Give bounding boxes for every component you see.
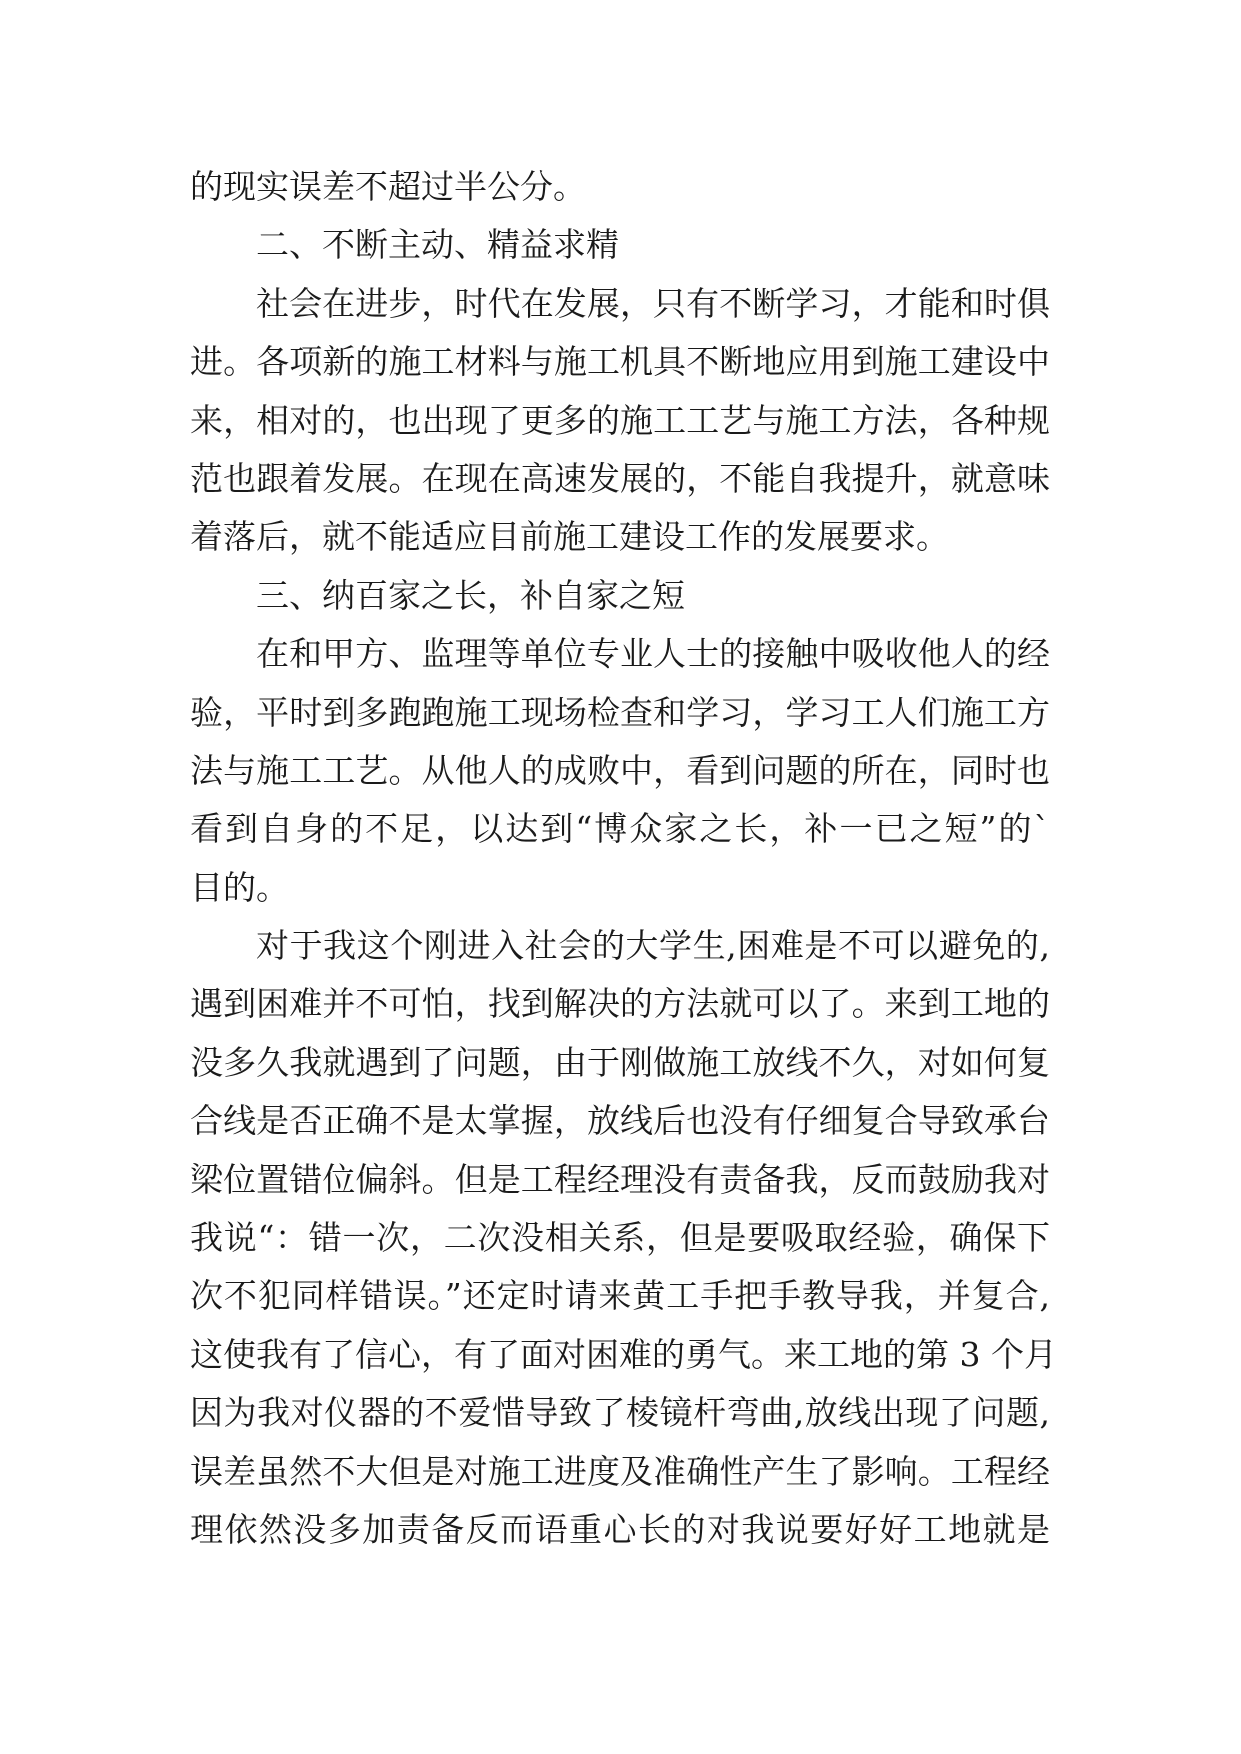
text-line: 看到自身的不足，以达到“博众家之长，补一已之短”的`	[190, 809, 1050, 849]
text-line: 对于我这个刚进入社会的大学生,困难是不可以避免的,	[256, 926, 1050, 966]
text-line: 因为我对仪器的不爱惜导致了棱镜杆弯曲,放线出现了问题,	[190, 1393, 1050, 1433]
text-line: 三、纳百家之长，补自家之短	[256, 575, 685, 615]
text-line: 次不犯同样错误。”还定时请来黄工手把手教导我，并复合,	[190, 1276, 1050, 1316]
text-line: 没多久我就遇到了问题，由于刚做施工放线不久，对如何复	[190, 1042, 1050, 1082]
text-line: 合线是否正确不是太掌握，放线后也没有仔细复合导致承台	[190, 1101, 1050, 1141]
text-line: 梁位置错位偏斜。但是工程经理没有责备我，反而鼓励我对	[190, 1159, 1050, 1199]
text-line: 范也跟着发展。在现在高速发展的，不能自我提升，就意味	[190, 458, 1050, 498]
text-line: 法与施工工艺。从他人的成败中，看到问题的所在，同时也	[190, 750, 1050, 790]
text-line: 我说“：错一次，二次没相关系，但是要吸取经验，确保下	[190, 1218, 1050, 1258]
text-line: 进。各项新的施工材料与施工机具不断地应用到施工建设中	[190, 342, 1050, 382]
text-line: 验，平时到多跑跑施工现场检查和学习，学习工人们施工方	[190, 692, 1050, 732]
text-line: 在和甲方、监理等单位专业人士的接触中吸收他人的经	[256, 634, 1050, 674]
text-line: 二、不断主动、精益求精	[256, 225, 619, 265]
text-line: 理依然没多加责备反而语重心长的对我说要好好工地就是	[190, 1509, 1050, 1549]
text-line: 的现实误差不超过半公分。	[190, 167, 586, 206]
text-line: 目的。	[190, 867, 289, 907]
text-line: 来，相对的，也出现了更多的施工工艺与施工方法，各种规	[190, 400, 1050, 440]
text-line: 社会在进步，时代在发展，只有不断学习，才能和时俱	[256, 283, 1050, 323]
text-line: 遇到困难并不可怕，找到解决的方法就可以了。来到工地的	[190, 984, 1050, 1024]
text-line: 误差虽然不大但是对施工进度及准确性产生了影响。工程经	[190, 1451, 1050, 1491]
text-line: 着落后，就不能适应目前施工建设工作的发展要求。	[190, 517, 949, 557]
text-line: 这使我有了信心，有了面对困难的勇气。来工地的第 3 个月	[190, 1334, 1057, 1374]
body-text	[190, 158, 1057, 1559]
